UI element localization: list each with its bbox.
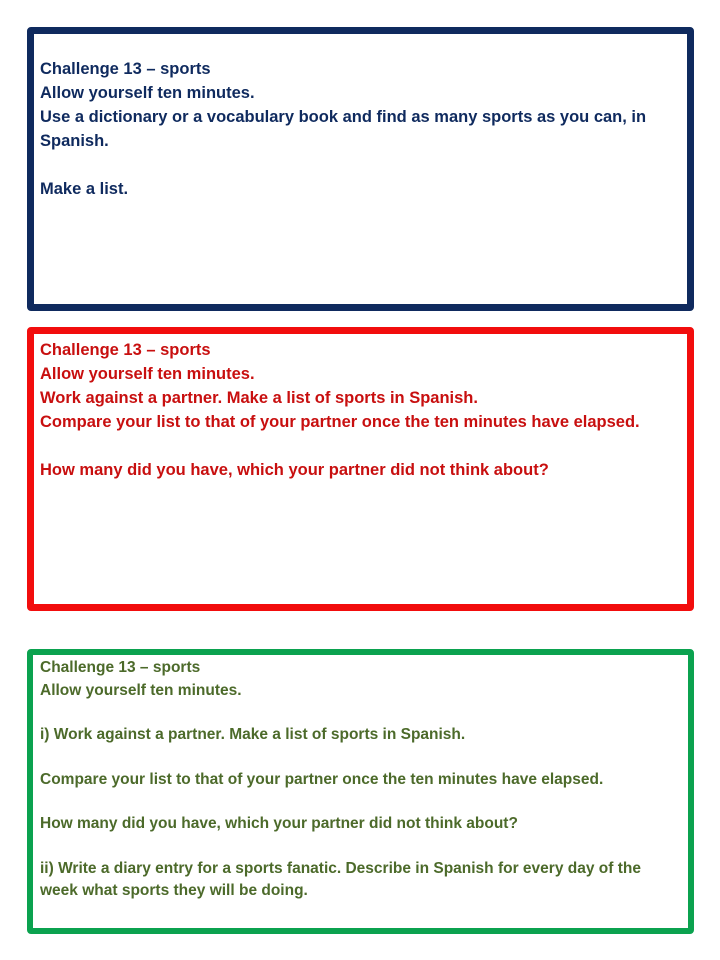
challenge-card-3: [27, 649, 694, 934]
card-title: Challenge 13 – sports: [40, 341, 211, 359]
card-instruction: Compare your list to that of your partner once the ten minutes have elapsed.: [40, 413, 640, 431]
card-instruction: Compare your list to that of your partner once the ten minutes have elapsed.: [40, 770, 604, 788]
spacer: [40, 434, 681, 458]
card-instruction: Make a list.: [40, 180, 129, 198]
spacer: [40, 747, 681, 769]
card-instruction: Use a dictionary or a vocabulary book and find as many sports as you can, in Spanish.: [40, 108, 647, 150]
spacer: [40, 702, 681, 724]
card-instruction: Allow yourself ten minutes.: [40, 681, 242, 699]
card-title: Challenge 13 – sports: [40, 60, 211, 78]
spacer: [40, 791, 681, 813]
card-instruction: How many did you have, which your partner did not think about?: [40, 815, 518, 832]
card-instruction: i) Work against a partner. Make a list of sports in Spanish.: [40, 726, 466, 743]
spacer: [40, 153, 681, 177]
challenge-card-1: [27, 27, 694, 311]
card-instruction: Allow yourself ten minutes.: [40, 84, 255, 102]
card-instruction: How many did you have, which your partner did not think about?: [40, 461, 549, 479]
spacer: [40, 836, 681, 858]
card-title: Challenge 13 – sports: [40, 659, 201, 676]
card-instruction: ii) Write a diary entry for a sports fanatic. Describe in Spanish for every day of the week what sports they will be doing.: [40, 859, 641, 899]
challenge-card-2: [27, 327, 694, 611]
card-instruction: Allow yourself ten minutes.: [40, 365, 255, 383]
card-instruction: Work against a partner. Make a list of sports in Spanish.: [40, 389, 478, 407]
